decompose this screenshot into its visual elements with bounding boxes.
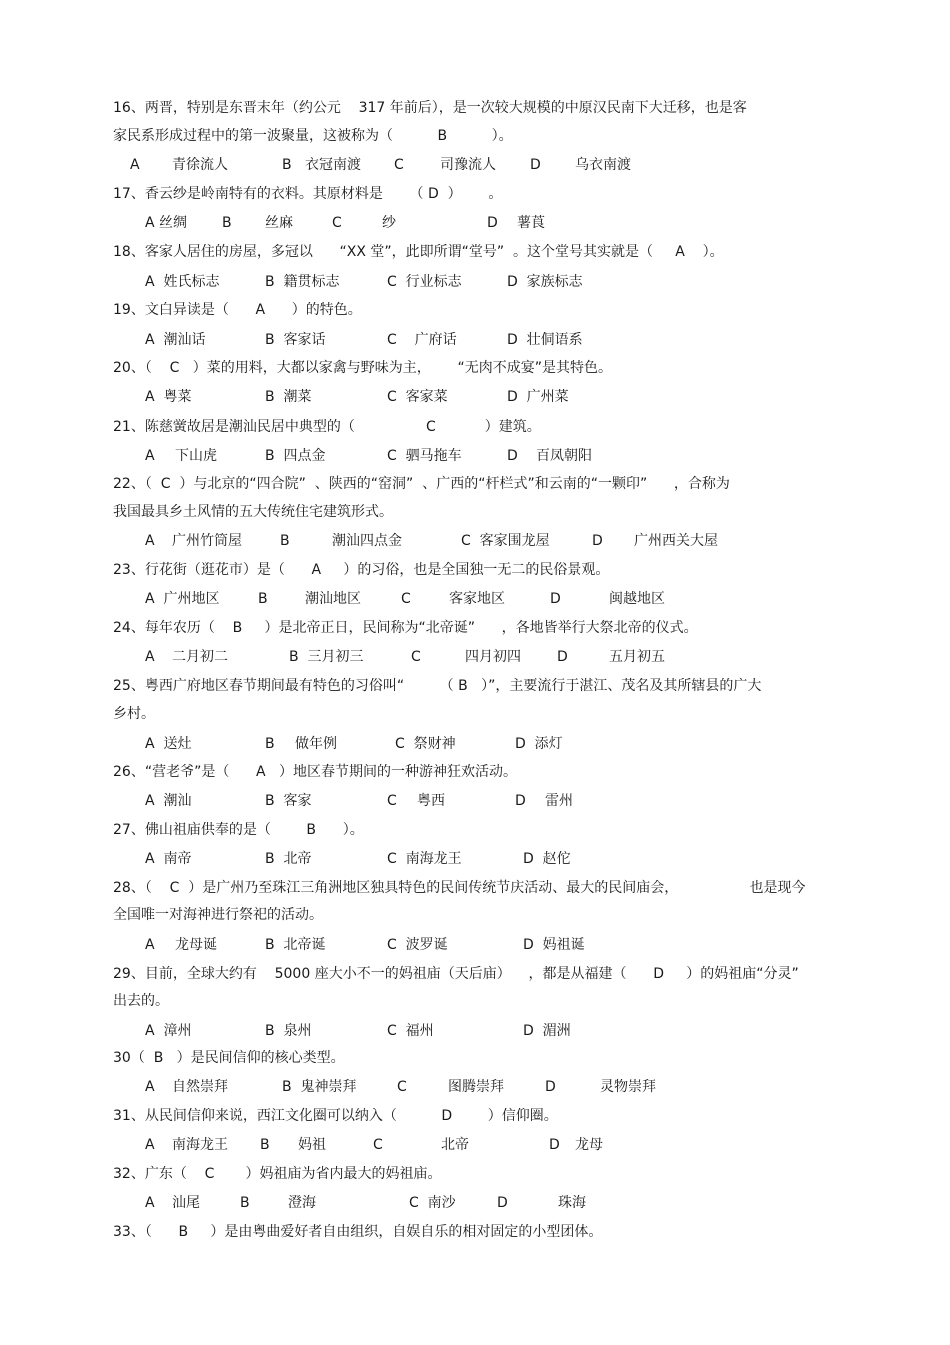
question-25-line-1: 25、粤西广府地区春节期间最有特色的习俗叫“ （ B ）”，主要流行于湛江、茂名及其所辖县的广大 (113, 678, 762, 694)
option-text: C 驷马拖车 (387, 448, 462, 464)
option-text: C 福州 (387, 1023, 434, 1039)
option-text: 潮汕四点金 (332, 533, 402, 549)
question-29-line-1: 29、目前，全球大约有 5000 座大小不一的妈祖庙（天后庙） ，都是从福建（ D ）的妈祖庙“分灵” (113, 966, 799, 982)
question-23-line-1: 23、行花街（逛花市）是（ A ）的习俗，也是全国独一无二的民俗景观。 (113, 562, 610, 578)
question-22-line-2: 我国最具乡土风情的五大传统住宅建筑形式。 (113, 504, 393, 520)
option-text: D 家族标志 (507, 274, 583, 290)
option-text: B 三月初三 (289, 649, 364, 665)
option-text: D 广州菜 (507, 389, 569, 405)
option-text: C 南沙 (409, 1195, 456, 1211)
option-text: 自然崇拜 (172, 1079, 228, 1095)
option-text: 做年例 (295, 736, 337, 752)
option-text: B 鬼神崇拜 (282, 1079, 357, 1095)
option-text: C 波罗诞 (387, 937, 448, 953)
option-text: 五月初五 (609, 649, 665, 665)
option-text: 广州竹筒屋 (172, 533, 242, 549)
option-label: B (282, 157, 292, 173)
option-text: D 湄洲 (523, 1023, 571, 1039)
option-text: 粤西 (417, 793, 445, 809)
question-20-options (0, 388, 950, 406)
question-19-line-1: 19、文白异读是（ A ）的特色。 (113, 302, 362, 318)
option-text: C 客家菜 (387, 389, 448, 405)
option-label: A (145, 649, 155, 665)
option-text: C 行业标志 (387, 274, 462, 290)
question-18-options (0, 273, 950, 291)
option-text: B 客家 (265, 793, 312, 809)
question-27-line-1: 27、佛山祖庙供奉的是（ B ）。 (113, 822, 364, 838)
question-17-line-1: 17、香云纱是岭南特有的衣料。其原材料是 （ D ） 。 (113, 186, 503, 202)
option-label: C (394, 157, 404, 173)
option-label: D (530, 157, 541, 173)
option-text: 图腾崇拜 (448, 1079, 504, 1095)
question-20-line-1: 20、（ C ）菜的用料，大都以家禽与野味为主， “无肉不成宴”是其特色。 (113, 360, 612, 376)
option-label: B (265, 736, 275, 752)
option-label: B (222, 215, 232, 231)
option-text: C 南海龙王 (387, 851, 462, 867)
option-label: A (130, 157, 140, 173)
option-text: 龙母诞 (175, 937, 217, 953)
option-text: 百凤朝阳 (536, 448, 592, 464)
option-text: B 客家话 (265, 332, 326, 348)
question-32-options (0, 1194, 950, 1212)
question-16-line-1: 16、两晋，特别是东晋末年（约公元 317 年前后），是一次较大规模的中原汉民南下大迁移，也是客 (113, 100, 747, 116)
option-text: A 粤菜 (145, 389, 192, 405)
option-text: B 泉州 (265, 1023, 312, 1039)
option-label: B (260, 1137, 270, 1153)
option-text: C 广府话 (387, 332, 457, 348)
option-text: A 南帝 (145, 851, 192, 867)
option-text: 衣冠南渡 (305, 157, 361, 173)
option-text: B 四点金 (265, 448, 326, 464)
question-21-options (0, 447, 950, 465)
option-text: 客家地区 (449, 591, 505, 607)
option-text: 下山虎 (175, 448, 217, 464)
question-23-options (0, 590, 950, 608)
option-label: A (145, 1137, 155, 1153)
option-text: 四月初四 (465, 649, 521, 665)
question-28-line-1: 28、（ C ）是广州乃至珠江三角洲地区独具特色的民间传统节庆活动、最大的民间庙会， 也是现今 (113, 880, 806, 896)
question-31-options (0, 1136, 950, 1154)
option-text: A 姓氏标志 (145, 274, 220, 290)
option-text: A 丝绸 (145, 215, 188, 231)
option-text: B 潮菜 (265, 389, 312, 405)
option-text: B 北帝诞 (265, 937, 326, 953)
question-16-line-2: 家民系形成过程中的第一波聚量，这被称为（ B ）。 (113, 128, 513, 144)
option-label: D (549, 1137, 560, 1153)
option-text: 灵物崇拜 (600, 1079, 656, 1095)
option-text: D 添灯 (515, 736, 563, 752)
option-text: A 潮汕 (145, 793, 192, 809)
option-text: 青徐流人 (172, 157, 228, 173)
option-label: A (145, 1079, 155, 1095)
option-text: 龙母 (575, 1137, 603, 1153)
option-text: 澄海 (288, 1195, 316, 1211)
question-18-line-1: 18、客家人居住的房屋，多冠以 “XX 堂”，此即所谓“堂号” 。这个堂号其实就是（ A ）。 (113, 244, 724, 260)
option-label: B (258, 591, 268, 607)
question-17-options (0, 214, 950, 232)
option-label: A (145, 533, 155, 549)
question-21-line-1: 21、陈慈黉故居是潮汕民居中典型的（ C ）建筑。 (113, 419, 541, 435)
question-26-line-1: 26、“营老爷”是（ A ）地区春节期间的一种游神狂欢活动。 (113, 764, 517, 780)
option-text: C 客家围龙屋 (461, 533, 550, 549)
option-text: A 送灶 (145, 736, 192, 752)
question-25-options (0, 735, 950, 753)
option-text: 乌衣南渡 (575, 157, 631, 173)
question-22-options (0, 532, 950, 550)
option-text: 薯莨 (517, 215, 545, 231)
question-32-line-1: 32、广东（ C ）妈祖庙为省内最大的妈祖庙。 (113, 1166, 442, 1182)
option-text: 司豫流人 (440, 157, 496, 173)
option-text: B 籍贯标志 (265, 274, 340, 290)
option-label: D (497, 1195, 508, 1211)
option-text: 丝麻 (265, 215, 293, 231)
option-label: D (592, 533, 603, 549)
option-label: A (145, 1195, 155, 1211)
option-text: 雷州 (545, 793, 573, 809)
question-25-line-2: 乡村。 (113, 706, 155, 722)
question-33-line-1: 33、（ B ）是由粤曲爱好者自由组织，自娱自乐的相对固定的小型团体。 (113, 1224, 603, 1240)
option-text: 珠海 (558, 1195, 586, 1211)
question-29-options (0, 1022, 950, 1040)
option-label: C (397, 1079, 407, 1095)
option-label: C (373, 1137, 383, 1153)
option-text: A 漳州 (145, 1023, 192, 1039)
option-label: C (411, 649, 421, 665)
question-28-line-2: 全国唯一对海神进行祭祀的活动。 (113, 907, 323, 923)
option-label: A (145, 937, 155, 953)
option-label: D (515, 793, 526, 809)
question-16-options (0, 156, 950, 174)
question-26-options (0, 792, 950, 810)
option-text: A 潮汕话 (145, 332, 206, 348)
question-29-line-2: 出去的。 (113, 993, 169, 1009)
question-24-options (0, 648, 950, 666)
option-text: 汕尾 (172, 1195, 200, 1211)
option-text: 闽越地区 (609, 591, 665, 607)
option-text: 广州西关大屋 (634, 533, 718, 549)
option-text: 南海龙王 (172, 1137, 228, 1153)
option-label: B (280, 533, 290, 549)
option-text: D 壮侗语系 (507, 332, 583, 348)
option-text: 妈祖 (298, 1137, 326, 1153)
option-text: A 广州地区 (145, 591, 220, 607)
option-text: B 北帝 (265, 851, 312, 867)
question-28-options (0, 936, 950, 954)
option-label: A (145, 448, 155, 464)
option-label: B (240, 1195, 250, 1211)
option-label: D (487, 215, 498, 231)
option-label: C (401, 591, 411, 607)
question-22-line-1: 22、（ C ）与北京的“四合院” 、陕西的“窑洞” 、广西的“杆栏式”和云南的“一颗印” ，合称为 (113, 476, 730, 492)
question-24-line-1: 24、每年农历（ B ）是北帝正日，民间称为“北帝诞” ，各地皆举行大祭北帝的仪式。 (113, 620, 698, 636)
option-label: D (550, 591, 561, 607)
option-label: D (507, 448, 518, 464)
option-label: C (332, 215, 342, 231)
question-30-line-1: 30（ B ）是民间信仰的核心类型。 (113, 1050, 345, 1066)
option-text: D 妈祖诞 (523, 937, 585, 953)
option-text: 纱 (382, 215, 396, 231)
option-text: C 祭财神 (395, 736, 456, 752)
option-text: 二月初二 (172, 649, 228, 665)
option-text: 潮汕地区 (305, 591, 361, 607)
option-label: D (545, 1079, 556, 1095)
question-31-line-1: 31、从民间信仰来说，西江文化圈可以纳入（ D ）信仰圈。 (113, 1108, 558, 1124)
question-30-options (0, 1078, 950, 1096)
question-19-options (0, 331, 950, 349)
option-label: D (557, 649, 568, 665)
option-label: C (387, 793, 397, 809)
question-27-options (0, 850, 950, 868)
option-text: 北帝 (441, 1137, 469, 1153)
option-text: D 赵佗 (523, 851, 571, 867)
